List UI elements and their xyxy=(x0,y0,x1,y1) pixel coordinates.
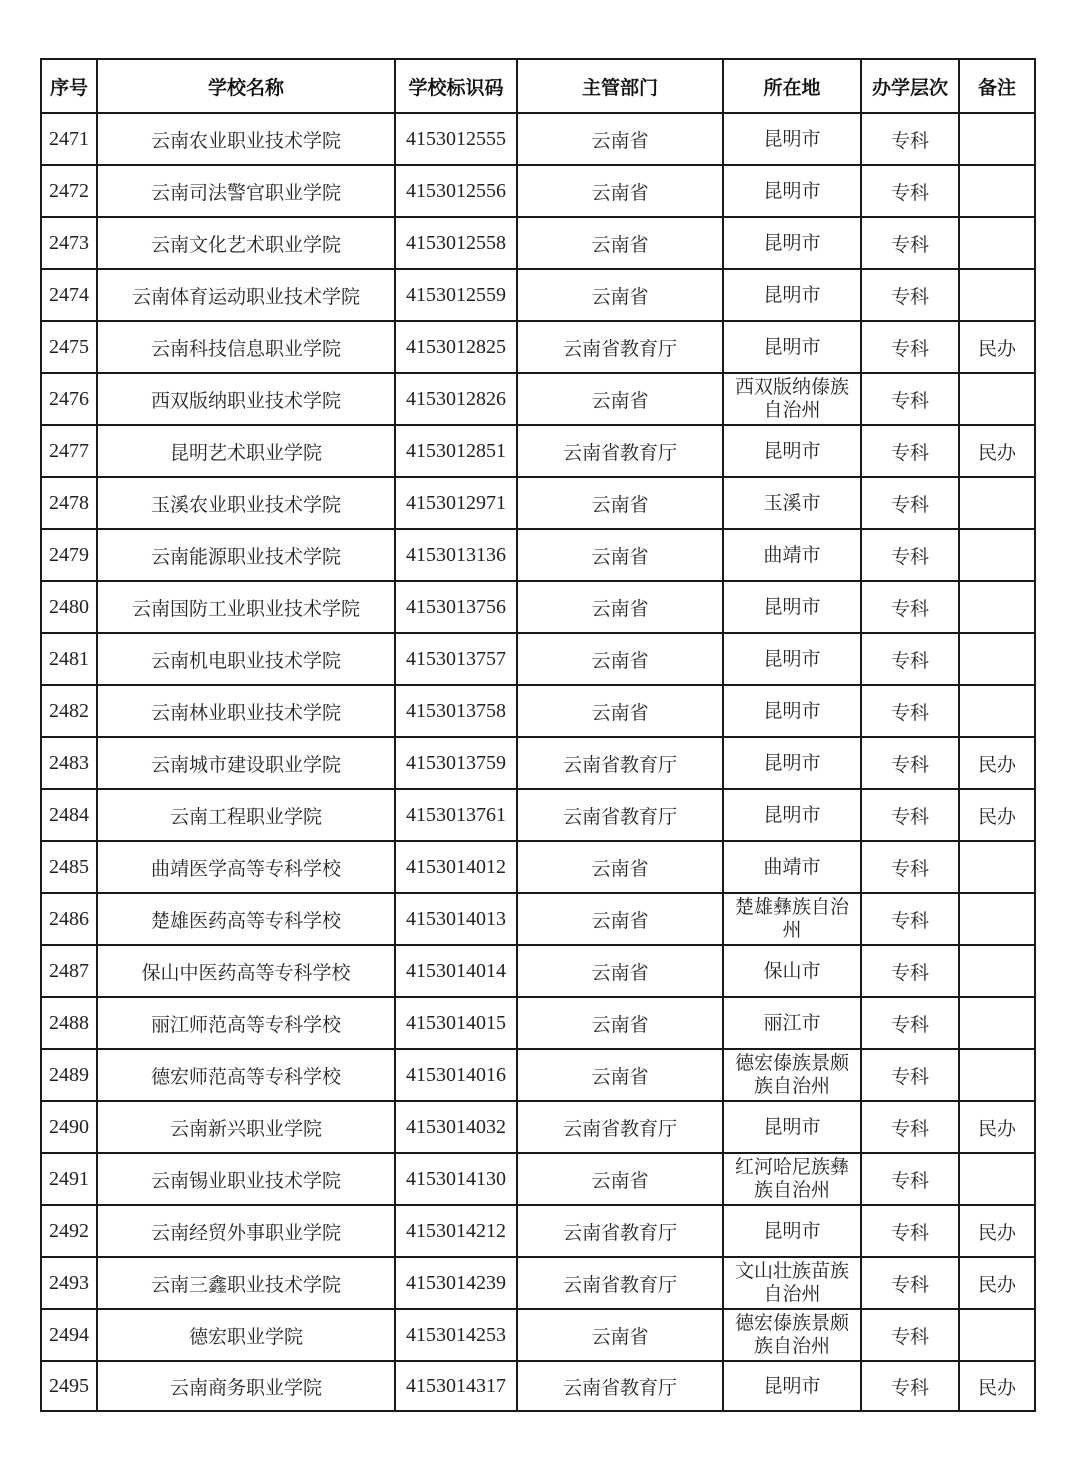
cell-level: 专科 xyxy=(861,893,959,945)
cell-school-code: 4153014239 xyxy=(395,1257,517,1309)
cell-level: 专科 xyxy=(861,373,959,425)
cell-level: 专科 xyxy=(861,945,959,997)
cell-department: 云南省教育厅 xyxy=(517,737,723,789)
cell-level: 专科 xyxy=(861,1153,959,1205)
location-text: 昆明市 xyxy=(763,699,821,722)
cell-department: 云南省 xyxy=(517,1049,723,1101)
cell-seq: 2485 xyxy=(41,841,97,893)
cell-school-name: 楚雄医药高等专科学校 xyxy=(97,893,395,945)
cell-note xyxy=(959,945,1035,997)
table-row xyxy=(41,945,1035,997)
table-row xyxy=(41,373,1035,425)
cell-department: 云南省教育厅 xyxy=(517,1205,723,1257)
cell-note xyxy=(959,269,1035,321)
cell-level: 专科 xyxy=(861,269,959,321)
header-level: 办学层次 xyxy=(861,59,959,113)
cell-school-name: 云南国防工业职业技术学院 xyxy=(97,581,395,633)
cell-note xyxy=(959,997,1035,1049)
cell-location xyxy=(723,1101,861,1153)
cell-school-name: 云南能源职业技术学院 xyxy=(97,529,395,581)
table-row xyxy=(41,893,1035,945)
cell-school-name: 玉溪农业职业技术学院 xyxy=(97,477,395,529)
cell-seq: 2484 xyxy=(41,789,97,841)
location-text: 曲靖市 xyxy=(763,855,821,878)
table-row xyxy=(41,581,1035,633)
cell-department: 云南省 xyxy=(517,893,723,945)
cell-school-name: 云南机电职业技术学院 xyxy=(97,633,395,685)
cell-school-name: 云南商务职业学院 xyxy=(97,1361,395,1411)
cell-note: 民办 xyxy=(959,1257,1035,1309)
cell-level: 专科 xyxy=(861,1257,959,1309)
cell-department: 云南省 xyxy=(517,165,723,217)
location-text: 红河哈尼族彝族自治州 xyxy=(734,1156,849,1201)
cell-department: 云南省 xyxy=(517,685,723,737)
header-note: 备注 xyxy=(959,59,1035,113)
location-text: 昆明市 xyxy=(763,439,821,462)
cell-level: 专科 xyxy=(861,113,959,165)
cell-location xyxy=(723,217,861,269)
table-row xyxy=(41,321,1035,373)
table-row xyxy=(41,841,1035,893)
cell-school-name: 云南城市建设职业学院 xyxy=(97,737,395,789)
table-row xyxy=(41,633,1035,685)
cell-level: 专科 xyxy=(861,841,959,893)
cell-school-code: 4153014253 xyxy=(395,1309,517,1361)
cell-seq: 2494 xyxy=(41,1309,97,1361)
cell-note: 民办 xyxy=(959,425,1035,477)
cell-level: 专科 xyxy=(861,789,959,841)
cell-department: 云南省 xyxy=(517,1309,723,1361)
cell-school-code: 4153014317 xyxy=(395,1361,517,1411)
cell-note xyxy=(959,529,1035,581)
cell-department: 云南省 xyxy=(517,477,723,529)
cell-school-code: 4153014015 xyxy=(395,997,517,1049)
cell-school-code: 4153013761 xyxy=(395,789,517,841)
cell-seq: 2495 xyxy=(41,1361,97,1411)
cell-location xyxy=(723,1205,861,1257)
cell-school-code: 4153014014 xyxy=(395,945,517,997)
cell-school-name: 云南锡业职业技术学院 xyxy=(97,1153,395,1205)
cell-department: 云南省 xyxy=(517,373,723,425)
location-text: 德宏傣族景颇族自治州 xyxy=(734,1052,849,1097)
cell-level: 专科 xyxy=(861,1361,959,1411)
cell-department: 云南省 xyxy=(517,841,723,893)
cell-location xyxy=(723,997,861,1049)
school-table xyxy=(40,58,1036,1412)
cell-note: 民办 xyxy=(959,321,1035,373)
table-row xyxy=(41,425,1035,477)
cell-school-code: 4153012555 xyxy=(395,113,517,165)
cell-school-name: 云南林业职业技术学院 xyxy=(97,685,395,737)
cell-level: 专科 xyxy=(861,321,959,373)
cell-school-name: 云南工程职业学院 xyxy=(97,789,395,841)
cell-school-name: 曲靖医学高等专科学校 xyxy=(97,841,395,893)
cell-school-code: 4153012826 xyxy=(395,373,517,425)
cell-school-name: 云南经贸外事职业学院 xyxy=(97,1205,395,1257)
cell-location xyxy=(723,321,861,373)
cell-note xyxy=(959,685,1035,737)
table-row xyxy=(41,529,1035,581)
cell-seq: 2477 xyxy=(41,425,97,477)
header-department: 主管部门 xyxy=(517,59,723,113)
location-text: 昆明市 xyxy=(763,803,821,826)
cell-location xyxy=(723,477,861,529)
header-seq: 序号 xyxy=(41,59,97,113)
cell-level: 专科 xyxy=(861,1205,959,1257)
cell-school-code: 4153012851 xyxy=(395,425,517,477)
cell-school-name: 昆明艺术职业学院 xyxy=(97,425,395,477)
cell-seq: 2490 xyxy=(41,1101,97,1153)
cell-school-code: 4153013756 xyxy=(395,581,517,633)
cell-note xyxy=(959,1049,1035,1101)
location-text: 西双版纳傣族自治州 xyxy=(734,376,849,421)
cell-seq: 2478 xyxy=(41,477,97,529)
cell-seq: 2474 xyxy=(41,269,97,321)
table-row xyxy=(41,1361,1035,1411)
cell-school-name: 德宏师范高等专科学校 xyxy=(97,1049,395,1101)
cell-level: 专科 xyxy=(861,737,959,789)
cell-note xyxy=(959,1309,1035,1361)
cell-seq: 2481 xyxy=(41,633,97,685)
cell-school-name: 云南体育运动职业技术学院 xyxy=(97,269,395,321)
cell-location xyxy=(723,165,861,217)
location-text: 昆明市 xyxy=(763,335,821,358)
location-text: 曲靖市 xyxy=(763,543,821,566)
cell-note: 民办 xyxy=(959,737,1035,789)
cell-seq: 2486 xyxy=(41,893,97,945)
location-text: 保山市 xyxy=(763,959,821,982)
table-row xyxy=(41,113,1035,165)
cell-school-code: 4153012556 xyxy=(395,165,517,217)
cell-school-name: 丽江师范高等专科学校 xyxy=(97,997,395,1049)
location-text: 昆明市 xyxy=(763,231,821,254)
cell-seq: 2487 xyxy=(41,945,97,997)
cell-department: 云南省 xyxy=(517,633,723,685)
table-row xyxy=(41,1153,1035,1205)
table-row xyxy=(41,737,1035,789)
table-row xyxy=(41,789,1035,841)
cell-school-name: 云南三鑫职业技术学院 xyxy=(97,1257,395,1309)
location-text: 昆明市 xyxy=(763,1374,821,1397)
cell-level: 专科 xyxy=(861,581,959,633)
cell-school-code: 4153014013 xyxy=(395,893,517,945)
cell-location xyxy=(723,1257,861,1309)
cell-location xyxy=(723,737,861,789)
cell-seq: 2471 xyxy=(41,113,97,165)
table-body xyxy=(41,113,1035,1411)
cell-location xyxy=(723,373,861,425)
cell-department: 云南省 xyxy=(517,581,723,633)
cell-level: 专科 xyxy=(861,165,959,217)
cell-note xyxy=(959,841,1035,893)
cell-school-code: 4153012559 xyxy=(395,269,517,321)
location-text: 昆明市 xyxy=(763,1115,821,1138)
cell-school-name: 云南新兴职业学院 xyxy=(97,1101,395,1153)
cell-location xyxy=(723,945,861,997)
cell-school-code: 4153014212 xyxy=(395,1205,517,1257)
cell-note xyxy=(959,893,1035,945)
cell-note xyxy=(959,1153,1035,1205)
cell-location xyxy=(723,581,861,633)
cell-school-code: 4153013758 xyxy=(395,685,517,737)
cell-seq: 2476 xyxy=(41,373,97,425)
cell-school-name: 云南司法警官职业学院 xyxy=(97,165,395,217)
cell-note: 民办 xyxy=(959,789,1035,841)
table-row xyxy=(41,1049,1035,1101)
cell-seq: 2492 xyxy=(41,1205,97,1257)
location-text: 文山壮族苗族自治州 xyxy=(734,1260,849,1305)
cell-note xyxy=(959,581,1035,633)
table-header-row xyxy=(41,59,1035,113)
cell-school-code: 4153013757 xyxy=(395,633,517,685)
cell-department: 云南省 xyxy=(517,529,723,581)
table-row xyxy=(41,217,1035,269)
cell-department: 云南省教育厅 xyxy=(517,1361,723,1411)
cell-level: 专科 xyxy=(861,217,959,269)
school-list-document xyxy=(40,58,1034,1412)
cell-level: 专科 xyxy=(861,633,959,685)
cell-level: 专科 xyxy=(861,1309,959,1361)
location-text: 昆明市 xyxy=(763,179,821,202)
table-row xyxy=(41,477,1035,529)
table-row xyxy=(41,165,1035,217)
cell-department: 云南省教育厅 xyxy=(517,789,723,841)
table-row xyxy=(41,269,1035,321)
cell-department: 云南省 xyxy=(517,945,723,997)
cell-note xyxy=(959,477,1035,529)
cell-seq: 2480 xyxy=(41,581,97,633)
location-text: 昆明市 xyxy=(763,127,821,150)
cell-location xyxy=(723,1361,861,1411)
location-text: 昆明市 xyxy=(763,595,821,618)
cell-note: 民办 xyxy=(959,1101,1035,1153)
location-text: 楚雄彝族自治州 xyxy=(734,896,849,941)
cell-school-code: 4153014032 xyxy=(395,1101,517,1153)
cell-seq: 2479 xyxy=(41,529,97,581)
cell-location xyxy=(723,1049,861,1101)
cell-seq: 2472 xyxy=(41,165,97,217)
cell-department: 云南省 xyxy=(517,113,723,165)
cell-seq: 2493 xyxy=(41,1257,97,1309)
cell-location xyxy=(723,633,861,685)
cell-school-name: 云南农业职业技术学院 xyxy=(97,113,395,165)
cell-level: 专科 xyxy=(861,425,959,477)
cell-seq: 2488 xyxy=(41,997,97,1049)
cell-school-name: 西双版纳职业技术学院 xyxy=(97,373,395,425)
cell-school-code: 4153012558 xyxy=(395,217,517,269)
cell-location xyxy=(723,1153,861,1205)
cell-level: 专科 xyxy=(861,1049,959,1101)
header-location: 所在地 xyxy=(723,59,861,113)
cell-school-code: 4153014016 xyxy=(395,1049,517,1101)
cell-note: 民办 xyxy=(959,1361,1035,1411)
cell-location xyxy=(723,529,861,581)
cell-level: 专科 xyxy=(861,477,959,529)
table-row xyxy=(41,1257,1035,1309)
cell-note xyxy=(959,165,1035,217)
header-school-code: 学校标识码 xyxy=(395,59,517,113)
cell-level: 专科 xyxy=(861,997,959,1049)
cell-school-name: 云南文化艺术职业学院 xyxy=(97,217,395,269)
cell-department: 云南省 xyxy=(517,997,723,1049)
cell-department: 云南省教育厅 xyxy=(517,321,723,373)
cell-location xyxy=(723,893,861,945)
cell-school-name: 保山中医药高等专科学校 xyxy=(97,945,395,997)
cell-location xyxy=(723,113,861,165)
cell-department: 云南省教育厅 xyxy=(517,425,723,477)
cell-seq: 2475 xyxy=(41,321,97,373)
cell-location xyxy=(723,425,861,477)
cell-school-code: 4153013759 xyxy=(395,737,517,789)
table-row xyxy=(41,997,1035,1049)
cell-department: 云南省教育厅 xyxy=(517,1257,723,1309)
header-school-name: 学校名称 xyxy=(97,59,395,113)
cell-note: 民办 xyxy=(959,1205,1035,1257)
cell-department: 云南省 xyxy=(517,217,723,269)
cell-department: 云南省 xyxy=(517,1153,723,1205)
cell-level: 专科 xyxy=(861,529,959,581)
cell-note xyxy=(959,633,1035,685)
cell-note xyxy=(959,373,1035,425)
cell-level: 专科 xyxy=(861,1101,959,1153)
cell-location xyxy=(723,789,861,841)
location-text: 丽江市 xyxy=(763,1011,821,1034)
cell-school-code: 4153012825 xyxy=(395,321,517,373)
location-text: 昆明市 xyxy=(763,1219,821,1242)
cell-note xyxy=(959,113,1035,165)
cell-note xyxy=(959,217,1035,269)
cell-department: 云南省 xyxy=(517,269,723,321)
cell-location xyxy=(723,685,861,737)
location-text: 德宏傣族景颇族自治州 xyxy=(734,1312,849,1357)
cell-school-code: 4153014130 xyxy=(395,1153,517,1205)
cell-level: 专科 xyxy=(861,685,959,737)
table-row xyxy=(41,685,1035,737)
cell-seq: 2473 xyxy=(41,217,97,269)
table-row xyxy=(41,1309,1035,1361)
cell-school-code: 4153013136 xyxy=(395,529,517,581)
cell-seq: 2491 xyxy=(41,1153,97,1205)
cell-location xyxy=(723,269,861,321)
location-text: 玉溪市 xyxy=(763,491,821,514)
cell-location xyxy=(723,1309,861,1361)
cell-seq: 2483 xyxy=(41,737,97,789)
cell-seq: 2482 xyxy=(41,685,97,737)
cell-school-code: 4153014012 xyxy=(395,841,517,893)
location-text: 昆明市 xyxy=(763,283,821,306)
location-text: 昆明市 xyxy=(763,751,821,774)
location-text: 昆明市 xyxy=(763,647,821,670)
cell-department: 云南省教育厅 xyxy=(517,1101,723,1153)
cell-location xyxy=(723,841,861,893)
cell-seq: 2489 xyxy=(41,1049,97,1101)
cell-school-code: 4153012971 xyxy=(395,477,517,529)
table-row xyxy=(41,1101,1035,1153)
cell-school-name: 云南科技信息职业学院 xyxy=(97,321,395,373)
table-row xyxy=(41,1205,1035,1257)
cell-school-name: 德宏职业学院 xyxy=(97,1309,395,1361)
